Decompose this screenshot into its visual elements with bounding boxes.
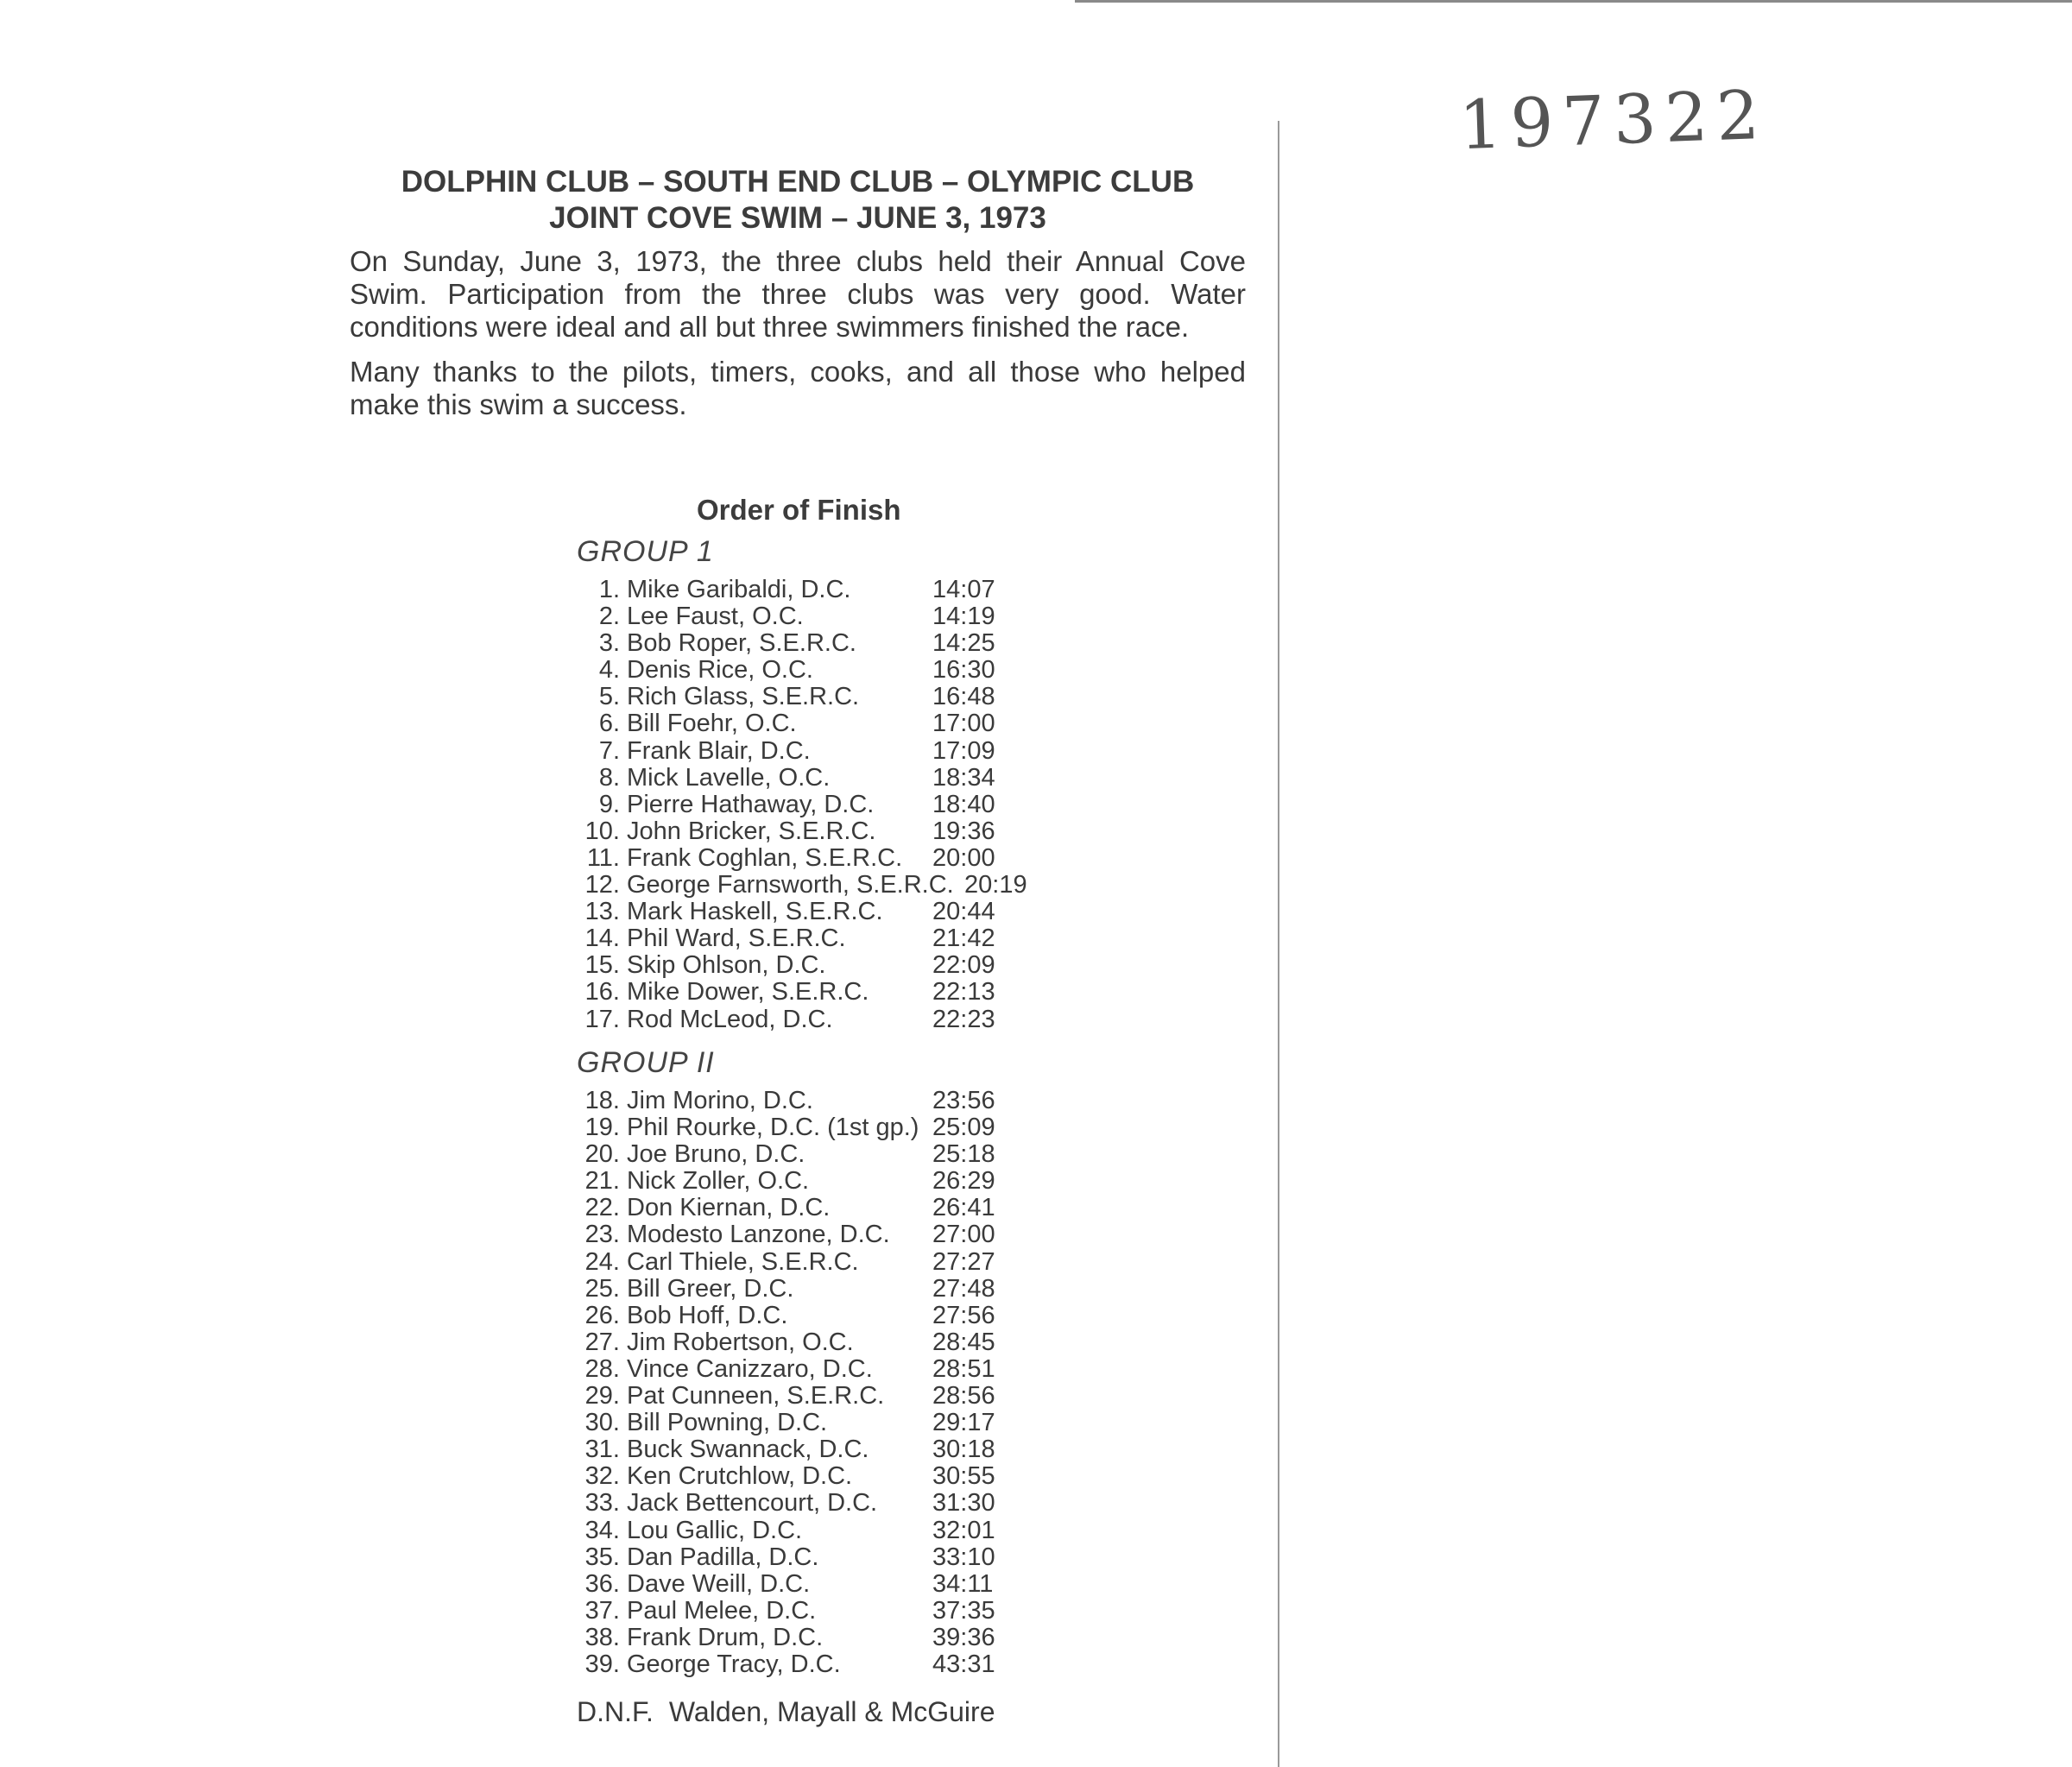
result-name: Bill Greer, D.C. <box>627 1274 794 1303</box>
result-time: 30:18 <box>932 1436 995 1464</box>
result-name: Jim Morino, D.C. <box>627 1087 813 1114</box>
result-row <box>577 1650 995 1678</box>
result-time: 31:30 <box>932 1489 995 1518</box>
result-row <box>577 1462 995 1491</box>
result-place: 17. <box>584 1005 620 1033</box>
result-row <box>577 1247 995 1276</box>
result-place: 7. <box>598 736 620 765</box>
order-of-finish-heading <box>350 494 1246 527</box>
result-name: Pierre Hathaway, D.C. <box>627 790 875 818</box>
result-time: 25:18 <box>932 1140 995 1169</box>
result-place: 5. <box>598 683 620 711</box>
result-name: Mike Dower, S.E.R.C. <box>627 978 869 1007</box>
result-row <box>577 576 995 603</box>
result-row <box>577 1436 995 1464</box>
result-row <box>577 1087 995 1114</box>
result-time: 20:44 <box>932 898 995 926</box>
result-time: 14:25 <box>932 629 995 658</box>
result-name: Bob Hoff, D.C. <box>627 1301 788 1329</box>
result-name: Phil Ward, S.E.R.C. <box>627 925 846 953</box>
handwritten-archive-number: 197322 <box>1457 76 1770 166</box>
result-place: 19. <box>584 1114 620 1142</box>
result-time: 39:36 <box>932 1623 995 1651</box>
result-row <box>577 1005 995 1033</box>
result-name: John Bricker, S.E.R.C. <box>627 817 876 845</box>
result-time: 37:35 <box>932 1596 995 1625</box>
result-place: 22. <box>584 1194 620 1222</box>
result-place: 35. <box>584 1543 620 1571</box>
result-row <box>577 1140 995 1169</box>
result-row <box>577 1409 995 1437</box>
dnf-names: Walden, Mayall & McGuire <box>668 1696 995 1727</box>
result-place: 15. <box>584 951 620 980</box>
dnf-line <box>577 1696 995 1728</box>
result-place: 38. <box>584 1623 620 1651</box>
result-place: 3. <box>598 629 620 658</box>
result-place: 26. <box>584 1301 620 1329</box>
result-name: Dave Weill, D.C. <box>627 1569 811 1598</box>
result-name: Phil Rourke, D.C. (1st gp.) <box>627 1114 919 1142</box>
order-of-finish-title: Order of Finish <box>697 494 901 526</box>
result-place: 4. <box>598 656 620 685</box>
result-place: 37. <box>584 1596 620 1625</box>
result-time: 18:34 <box>932 763 995 792</box>
result-place: 14. <box>584 925 620 953</box>
result-time: 17:09 <box>932 736 995 765</box>
result-time: 14:07 <box>932 576 995 603</box>
result-name: Carl Thiele, S.E.R.C. <box>627 1247 859 1276</box>
clipping-edge-line <box>1278 121 1279 1767</box>
result-name: Denis Rice, O.C. <box>627 656 813 685</box>
result-name: Lou Gallic, D.C. <box>627 1516 803 1544</box>
result-name: Don Kiernan, D.C. <box>627 1194 831 1222</box>
result-place: 34. <box>584 1516 620 1544</box>
result-place: 11. <box>586 843 620 872</box>
result-time: 32:01 <box>932 1516 995 1544</box>
intro-paragraph: On Sunday, June 3, 1973, the three clubs held their Annual Cove Swim. Participation from the three clubs was very good. Water conditions were ideal and all but three swimmers finished the race. <box>350 245 1246 343</box>
result-row <box>577 603 995 631</box>
result-row <box>577 978 995 1007</box>
result-row <box>577 1354 995 1383</box>
result-name: Nick Zoller, O.C. <box>627 1167 810 1196</box>
result-place: 2. <box>598 603 620 631</box>
result-row <box>577 629 995 658</box>
result-time: 33:10 <box>932 1543 995 1571</box>
result-name: Lee Faust, O.C. <box>627 603 804 631</box>
result-row <box>577 1569 994 1598</box>
result-place: 20. <box>584 1140 620 1169</box>
result-time: 25:09 <box>932 1114 995 1142</box>
result-time: 17:00 <box>932 710 995 738</box>
result-place: 12. <box>584 871 620 899</box>
result-place: 30. <box>584 1409 620 1437</box>
result-place: 36. <box>584 1569 620 1598</box>
result-time: 27:56 <box>932 1301 995 1329</box>
result-time: 34:11 <box>932 1569 994 1598</box>
result-time: 20:19 <box>964 871 1027 899</box>
result-place: 18. <box>584 1087 620 1114</box>
result-name: George Tracy, D.C. <box>627 1650 841 1678</box>
result-name: George Farnsworth, S.E.R.C. <box>627 871 954 899</box>
result-time: 43:31 <box>932 1650 995 1678</box>
result-time: 22:13 <box>932 978 995 1007</box>
result-name: Bob Roper, S.E.R.C. <box>627 629 856 658</box>
result-place: 28. <box>584 1354 620 1383</box>
result-place: 39. <box>584 1650 620 1678</box>
dnf-label: D.N.F. <box>577 1696 654 1727</box>
result-time: 27:00 <box>932 1221 995 1249</box>
result-row <box>577 1623 995 1651</box>
result-row <box>577 710 995 738</box>
result-name: Jack Bettencourt, D.C. <box>627 1489 878 1518</box>
result-place: 1. <box>598 576 620 603</box>
result-name: Mark Haskell, S.E.R.C. <box>627 898 883 926</box>
result-row <box>577 1194 995 1222</box>
result-name: Frank Drum, D.C. <box>627 1623 824 1651</box>
result-name: Bill Powning, D.C. <box>627 1409 828 1437</box>
thanks-paragraph: Many thanks to the pilots, timers, cooks, and all those who helped make this swim a success. <box>350 356 1246 420</box>
result-time: 23:56 <box>932 1087 995 1114</box>
result-time: 19:36 <box>932 817 995 845</box>
result-name: Bill Foehr, O.C. <box>627 710 797 738</box>
result-name: Rod McLeod, D.C. <box>627 1005 833 1033</box>
result-row <box>577 1274 995 1303</box>
result-name: Modesto Lanzone, D.C. <box>627 1221 890 1249</box>
result-place: 6. <box>598 710 620 738</box>
result-row <box>577 736 995 765</box>
result-row <box>577 1328 995 1356</box>
result-time: 26:29 <box>932 1167 995 1196</box>
result-row <box>577 1301 995 1329</box>
result-time: 14:19 <box>932 603 995 631</box>
result-name: Skip Ohlson, D.C. <box>627 951 826 980</box>
result-place: 13. <box>584 898 620 926</box>
result-row <box>577 1596 995 1625</box>
result-row <box>577 763 995 792</box>
scan-top-edge <box>1075 0 2072 3</box>
result-name: Paul Melee, D.C. <box>627 1596 817 1625</box>
result-row <box>577 1543 995 1571</box>
result-row <box>577 951 995 980</box>
result-name: Ken Crutchlow, D.C. <box>627 1462 853 1491</box>
result-row <box>577 656 995 685</box>
result-time: 27:48 <box>932 1274 995 1303</box>
result-row <box>577 1489 995 1518</box>
result-name: Frank Blair, D.C. <box>627 736 811 765</box>
result-name: Dan Padilla, D.C. <box>627 1543 819 1571</box>
result-place: 23. <box>584 1221 620 1249</box>
result-time: 30:55 <box>932 1462 995 1491</box>
result-place: 31. <box>584 1436 620 1464</box>
result-name: Buck Swannack, D.C. <box>627 1436 869 1464</box>
result-time: 18:40 <box>932 790 995 818</box>
result-time: 28:51 <box>932 1354 995 1383</box>
group-2-label: GROUP II <box>577 1046 715 1079</box>
result-name: Frank Coghlan, S.E.R.C. <box>627 843 903 872</box>
result-row <box>577 790 995 818</box>
result-row <box>577 817 995 845</box>
result-time: 16:30 <box>932 656 995 685</box>
result-row <box>577 843 995 872</box>
headline-line-1: DOLPHIN CLUB – SOUTH END CLUB – OLYMPIC CLUB <box>401 165 1195 199</box>
result-name: Vince Canizzaro, D.C. <box>627 1354 873 1383</box>
result-place: 25. <box>584 1274 620 1303</box>
result-place: 21. <box>584 1167 620 1196</box>
result-name: Rich Glass, S.E.R.C. <box>627 683 860 711</box>
result-time: 21:42 <box>932 925 995 953</box>
result-place: 32. <box>584 1462 620 1491</box>
result-place: 16. <box>584 978 620 1007</box>
result-time: 29:17 <box>932 1409 995 1437</box>
result-time: 27:27 <box>932 1247 995 1276</box>
result-time: 22:09 <box>932 951 995 980</box>
headline <box>350 164 1246 237</box>
result-name: Pat Cunneen, S.E.R.C. <box>627 1382 885 1410</box>
result-time: 28:56 <box>932 1382 995 1410</box>
group-1-label: GROUP 1 <box>577 535 714 568</box>
group-1-results <box>577 576 1027 1033</box>
result-place: 29. <box>584 1382 620 1410</box>
result-row <box>577 1221 995 1249</box>
result-row <box>577 898 995 926</box>
result-row <box>577 1382 995 1410</box>
news-clipping <box>350 164 1246 1727</box>
result-place: 10. <box>584 817 620 845</box>
result-name: Mike Garibaldi, D.C. <box>627 576 851 603</box>
result-time: 20:00 <box>932 843 995 872</box>
headline-line-2: JOINT COVE SWIM – JUNE 3, 1973 <box>549 201 1046 235</box>
group-2-results <box>577 1087 995 1678</box>
result-place: 24. <box>584 1247 620 1276</box>
result-row <box>577 871 1027 899</box>
result-row <box>577 1516 995 1544</box>
result-row <box>577 925 995 953</box>
result-row <box>577 683 995 711</box>
result-time: 26:41 <box>932 1194 995 1222</box>
result-name: Jim Robertson, O.C. <box>627 1328 854 1356</box>
result-name: Joe Bruno, D.C. <box>627 1140 805 1169</box>
result-place: 9. <box>598 790 620 818</box>
result-time: 28:45 <box>932 1328 995 1356</box>
result-row <box>577 1167 995 1196</box>
result-name: Mick Lavelle, O.C. <box>627 763 831 792</box>
result-place: 33. <box>584 1489 620 1518</box>
result-time: 16:48 <box>932 683 995 711</box>
result-row <box>577 1114 995 1142</box>
result-place: 8. <box>598 763 620 792</box>
result-place: 27. <box>584 1328 620 1356</box>
result-time: 22:23 <box>932 1005 995 1033</box>
